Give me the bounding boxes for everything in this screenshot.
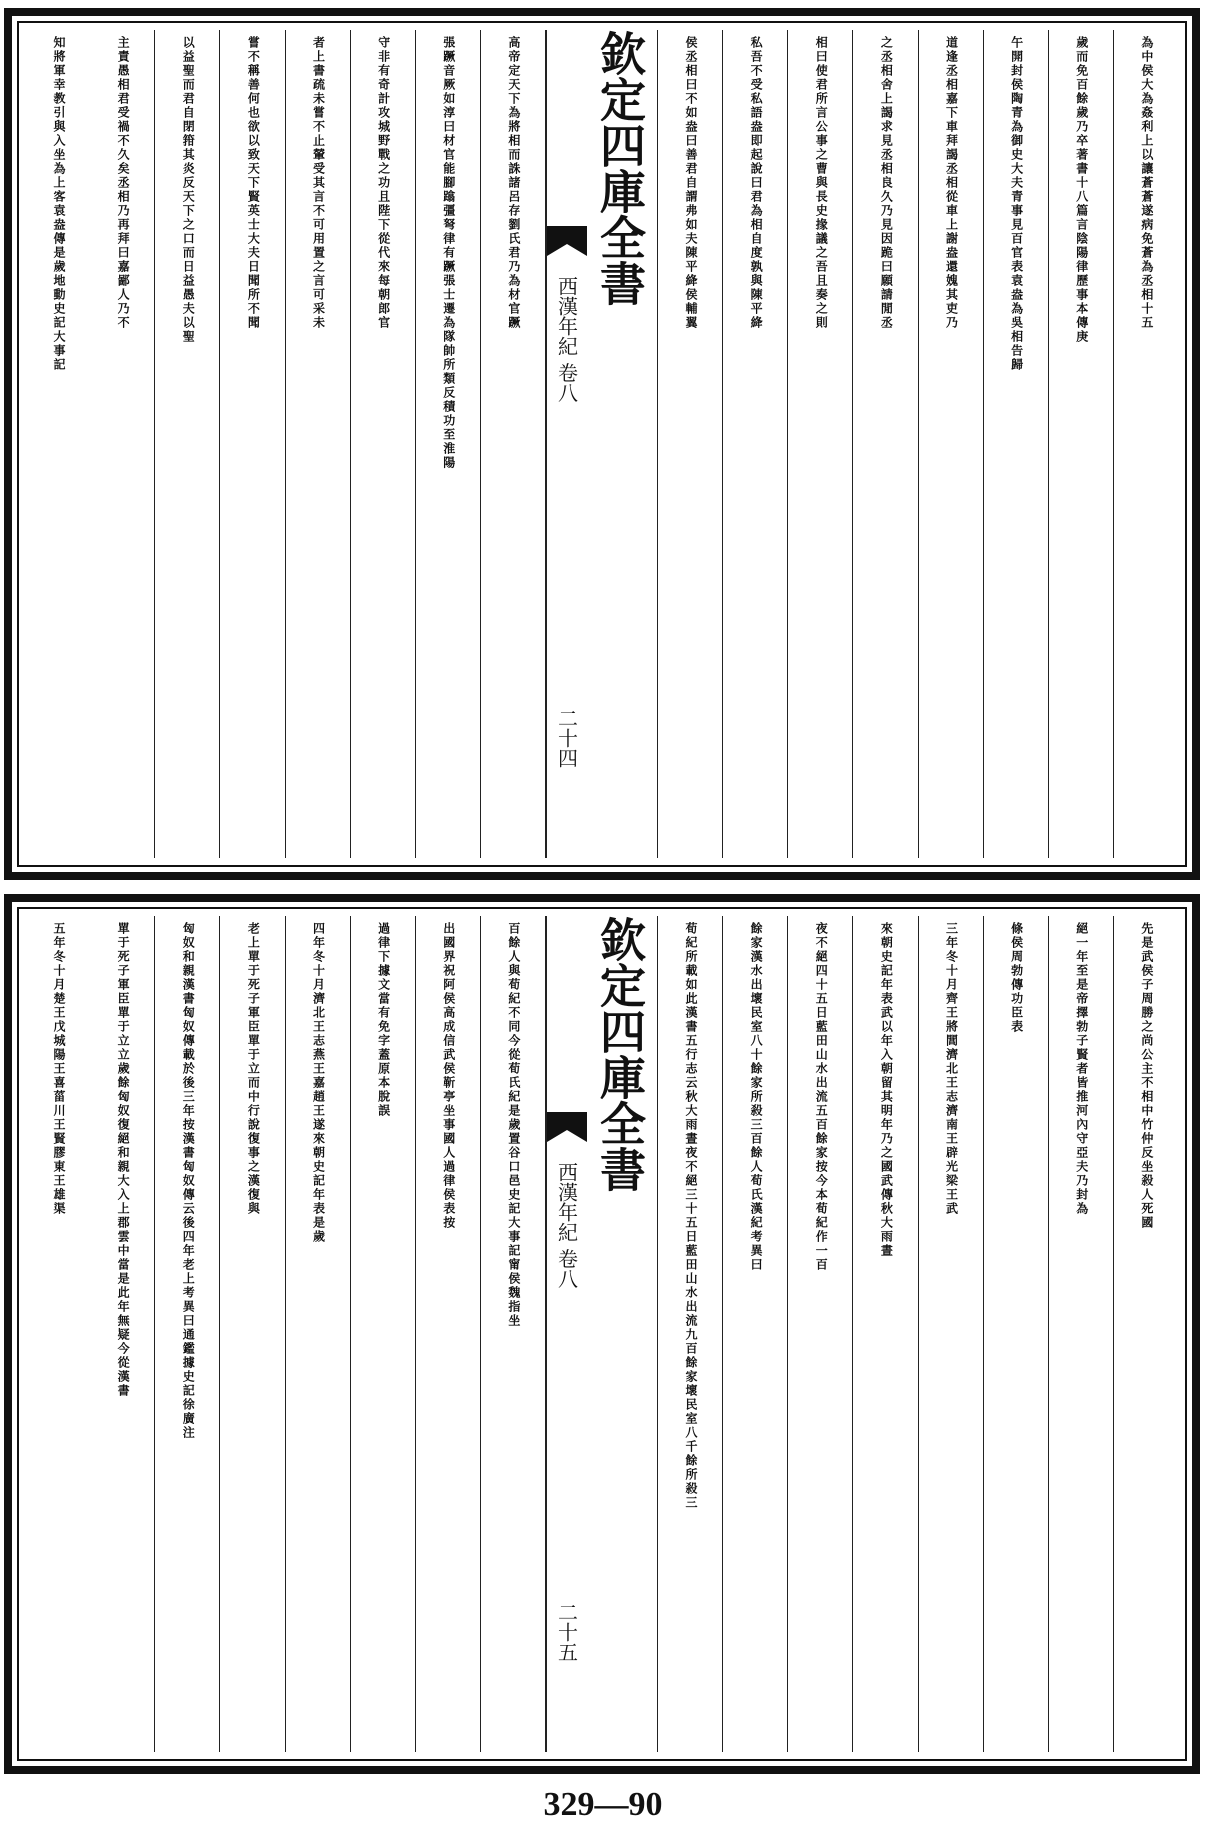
fishtail-mark-icon [547, 226, 587, 256]
text-column: 之丞相舍上謁求見丞相良久乃見因跪曰願請閒丞 [853, 30, 918, 858]
text-column: 百餘人與荀紀不同今從荀氏紀是歲置谷口邑史記大事記甯侯魏指坐 [481, 916, 546, 1752]
text-column: 者上書疏未嘗不止輦受其言不可用置之言可采未 [286, 30, 351, 858]
text-column: 條侯周勃傳功臣表 [984, 916, 1049, 1752]
text-column: 道逢丞相嘉下車拜謁丞相從車上謝盎還媿其吏乃 [919, 30, 984, 858]
text-column: 嘗不稱善何也欲以致天下賢英士大夫日聞所不聞 [220, 30, 285, 858]
text-column: 匈奴和親漢書匈奴傳載於後三年按漢書匈奴傳云後四年老上考異曰通鑑據史記徐廣注 [155, 916, 220, 1752]
text-column: 過律下據文當有免字蓋原本脫誤 [351, 916, 416, 1752]
text-column: 先是武侯子周勝之尚公主不相中竹仲反坐殺人死國 [1139, 922, 1154, 1230]
book-title: 欽定四庫全書 [593, 916, 647, 1192]
text-column: 夜不絕四十五日藍田山水出流五百餘家按今本荀紀作一百 [788, 916, 853, 1752]
text-column: 出國界祝阿侯高成信武侯靳亭坐事國人過律侯表按 [416, 916, 481, 1752]
leaf-number: 二十五 [554, 1602, 579, 1662]
text-column: 絕一年至是帝擇勃子賢者皆推河內守亞夫乃封為 [1049, 916, 1114, 1752]
text-column: 四年冬十月濟北王志燕王嘉趙王遂來朝史記年表是歲 [286, 916, 351, 1752]
volume-title: 西漢年紀 卷八 [554, 276, 579, 403]
text-column: 張蹶音厥如淳曰材官能腳蹹彊弩律有蹶張士遷為隊帥所類反積功至淮陽 [416, 30, 481, 858]
leaf-number: 二十四 [554, 708, 579, 768]
text-column: 為中侯大為姦利上以讓蒼蒼遂病免蒼為丞相十五 [1139, 36, 1154, 330]
text-column: 荀紀所載如此漢書五行志云秋大雨晝夜不絕三十五日藍田山水出流九百餘家壞民室八千餘所殺三 [658, 916, 723, 1752]
text-column: 高帝定天下為將相而誅諸呂存劉氏君乃為材官蹶 [481, 30, 546, 858]
volume-title: 西漢年紀 卷八 [554, 1162, 579, 1289]
fishtail-mark-icon [547, 1112, 587, 1142]
text-column: 私吾不受私語盎即起說曰君為相自度孰與陳平絳 [723, 30, 788, 858]
center-spine [546, 916, 658, 1752]
text-column: 主責愚相君受禍不久矣丞相乃再拜曰嘉鄙人乃不 [90, 30, 155, 858]
text-column: 老上單于死子軍臣單于立而中行說復事之漢復與 [220, 916, 285, 1752]
text-column: 歲而免百餘歲乃卒著書十八篇言陰陽律歷事本傳庚 [1049, 30, 1114, 858]
text-column: 單于死子軍臣單于立立歲餘匈奴復絕和親大入上郡雲中當是此年無疑今從漢書 [90, 916, 155, 1752]
text-column: 來朝史記年表武以年入朝留其明年乃之國武傳秋大雨晝 [853, 916, 918, 1752]
book-title: 欽定四庫全書 [593, 30, 647, 306]
text-column: 侯丞相曰不如盎曰善君自謂弗如夫陳平絳侯輔翼 [658, 30, 723, 858]
text-column: 五年冬十月楚王戊城陽王喜菑川王賢膠東王雄渠 [51, 922, 66, 1216]
page-number: 329—90 [543, 1786, 663, 1823]
page-panel-top [4, 8, 1200, 880]
text-column: 相曰使君所言公事之曹與長史掾議之吾且奏之則 [788, 30, 853, 858]
center-spine [546, 30, 658, 858]
text-column: 知將軍幸教引與入坐為上客袁盎傳是歲地動史記大事記 [51, 36, 66, 372]
text-column: 以益聖而君自閉箝其炎反天下之口而日益愚夫以聖 [155, 30, 220, 858]
text-column: 午開封侯陶青為御史大夫青事見百官表袁盎為吳相告歸 [984, 30, 1049, 858]
page-panel-bottom [4, 894, 1200, 1774]
text-column: 守非有奇計攻城野戰之功且陛下從代來每朝郎官 [351, 30, 416, 858]
text-column: 三年冬十月齊王將閭濟北王志濟南王辟光梁王武 [919, 916, 984, 1752]
text-column: 餘家漢水出壞民室八十餘家所殺三百餘人荀氏漢紀考異曰 [723, 916, 788, 1752]
